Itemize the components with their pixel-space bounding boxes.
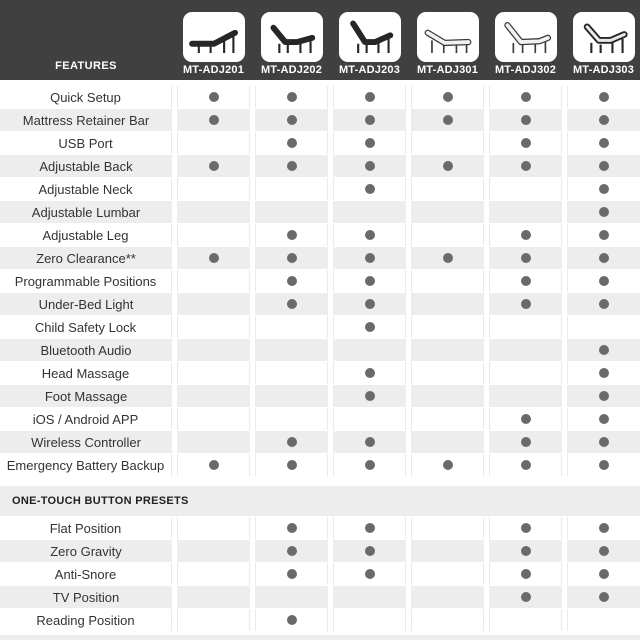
model-cell (333, 408, 406, 430)
model-cell (567, 132, 640, 154)
availability-dot (365, 437, 375, 447)
model-column-header-mt-adj203 (333, 12, 406, 80)
table-header (0, 0, 640, 80)
feature-row (0, 517, 640, 539)
availability-dot (365, 368, 375, 378)
model-cell (489, 540, 562, 562)
model-cell (255, 540, 328, 562)
feature-row (0, 270, 640, 292)
feature-name: Head Massage (0, 362, 172, 384)
availability-dot (287, 138, 297, 148)
model-cell (333, 385, 406, 407)
model-cell (177, 316, 250, 338)
availability-dot (599, 230, 609, 240)
availability-dot (521, 92, 531, 102)
availability-dot (209, 253, 219, 263)
model-cell (333, 109, 406, 131)
feature-name: Programmable Positions (0, 270, 172, 292)
model-cell (489, 563, 562, 585)
availability-dot (521, 161, 531, 171)
feature-name: Wireless Controller (0, 431, 172, 453)
feature-row (0, 316, 640, 338)
model-cell (333, 316, 406, 338)
availability-dot (521, 460, 531, 470)
availability-dot (521, 414, 531, 424)
model-name: MT-ADJ202 (260, 64, 323, 76)
availability-dot (365, 92, 375, 102)
feature-name: USB Port (0, 132, 172, 154)
model-cell (567, 109, 640, 131)
availability-dot (599, 299, 609, 309)
availability-dot (599, 414, 609, 424)
bed-dark-frame-light-mattress-icon (577, 16, 631, 58)
model-cell (567, 316, 640, 338)
availability-dot (599, 253, 609, 263)
feature-row (0, 201, 640, 223)
bed-dark-back-raised-icon (265, 16, 319, 58)
feature-row (0, 454, 640, 476)
availability-dot (287, 276, 297, 286)
model-cell (255, 408, 328, 430)
feature-rows-main (0, 86, 640, 476)
model-cell (411, 454, 484, 476)
feature-name: Adjustable Back (0, 155, 172, 177)
model-cell (177, 431, 250, 453)
feature-name: Child Safety Lock (0, 316, 172, 338)
model-cell (489, 339, 562, 361)
model-cell (411, 293, 484, 315)
feature-row (0, 540, 640, 562)
availability-dot (287, 115, 297, 125)
feature-row (0, 385, 640, 407)
model-card (495, 12, 557, 62)
feature-name: TV Position (0, 586, 172, 608)
availability-dot (209, 161, 219, 171)
model-cell (333, 609, 406, 631)
model-cell (333, 293, 406, 315)
availability-dot (599, 207, 609, 217)
model-column-header-mt-adj302 (489, 12, 562, 80)
feature-row (0, 224, 640, 246)
feature-name: Bluetooth Audio (0, 339, 172, 361)
model-cell (411, 132, 484, 154)
model-cell (567, 178, 640, 200)
availability-dot (599, 523, 609, 533)
model-cell (177, 517, 250, 539)
model-cell (489, 132, 562, 154)
model-cell (567, 201, 640, 223)
model-cell (411, 385, 484, 407)
feature-name: Zero Clearance** (0, 247, 172, 269)
model-cell (567, 408, 640, 430)
availability-dot (521, 230, 531, 240)
model-cell (489, 109, 562, 131)
model-cell (255, 339, 328, 361)
availability-dot (365, 253, 375, 263)
model-cell (411, 586, 484, 608)
model-cell (333, 431, 406, 453)
model-cell (489, 609, 562, 631)
availability-dot (521, 253, 531, 263)
feature-row (0, 431, 640, 453)
model-cell (177, 609, 250, 631)
feature-row (0, 155, 640, 177)
model-cell (255, 201, 328, 223)
availability-dot (443, 115, 453, 125)
feature-name: Under-Bed Light (0, 293, 172, 315)
model-cell (255, 609, 328, 631)
model-cell (411, 178, 484, 200)
model-cell (567, 247, 640, 269)
model-cell (177, 224, 250, 246)
feature-name: Adjustable Lumbar (0, 201, 172, 223)
model-cell (255, 155, 328, 177)
model-cell (255, 247, 328, 269)
feature-row (0, 178, 640, 200)
model-name: MT-ADJ303 (572, 64, 635, 76)
model-cell (333, 540, 406, 562)
model-cell (177, 362, 250, 384)
model-cell (177, 563, 250, 585)
model-cell (177, 178, 250, 200)
model-column-header-mt-adj202 (255, 12, 328, 80)
feature-row (0, 609, 640, 631)
model-cell (489, 201, 562, 223)
availability-dot (521, 592, 531, 602)
availability-dot (521, 523, 531, 533)
model-cell (411, 408, 484, 430)
model-cell (411, 86, 484, 108)
availability-dot (365, 322, 375, 332)
model-cell (255, 431, 328, 453)
model-cell (255, 316, 328, 338)
model-cell (567, 362, 640, 384)
feature-row (0, 586, 640, 608)
availability-dot (599, 460, 609, 470)
feature-name: Zero Gravity (0, 540, 172, 562)
model-cell (333, 201, 406, 223)
availability-dot (287, 437, 297, 447)
model-cell (489, 586, 562, 608)
bed-dark-back-foot-raised-icon (343, 16, 397, 58)
model-cell (177, 201, 250, 223)
model-cell (567, 586, 640, 608)
availability-dot (599, 345, 609, 355)
availability-dot (599, 184, 609, 194)
availability-dot (365, 276, 375, 286)
model-column-header-mt-adj301 (411, 12, 484, 80)
feature-row (0, 339, 640, 361)
model-cell (177, 155, 250, 177)
availability-dot (287, 546, 297, 556)
feature-name: Mattress Retainer Bar (0, 109, 172, 131)
feature-rows-presets (0, 517, 640, 631)
feature-row (0, 563, 640, 585)
model-cell (567, 609, 640, 631)
model-cell (489, 86, 562, 108)
availability-dot (443, 253, 453, 263)
model-cell (333, 586, 406, 608)
model-card (417, 12, 479, 62)
availability-dot (521, 299, 531, 309)
model-cell (333, 454, 406, 476)
availability-dot (599, 368, 609, 378)
model-cell (333, 563, 406, 585)
availability-dot (599, 569, 609, 579)
model-cell (255, 563, 328, 585)
availability-dot (599, 437, 609, 447)
model-cell (255, 178, 328, 200)
model-cell (489, 247, 562, 269)
model-cell (411, 540, 484, 562)
availability-dot (287, 161, 297, 171)
model-cell (177, 247, 250, 269)
model-column-header-mt-adj303 (567, 12, 640, 80)
availability-dot (287, 230, 297, 240)
model-cell (411, 155, 484, 177)
model-cell (489, 316, 562, 338)
model-cell (255, 586, 328, 608)
model-card (339, 12, 401, 62)
model-cell (567, 224, 640, 246)
model-cell (489, 155, 562, 177)
model-cell (177, 540, 250, 562)
model-cell (177, 339, 250, 361)
model-cell (567, 431, 640, 453)
feature-row (0, 86, 640, 108)
availability-dot (287, 615, 297, 625)
model-cell (411, 247, 484, 269)
availability-dot (521, 546, 531, 556)
feature-row (0, 293, 640, 315)
model-cell (333, 362, 406, 384)
model-cell (255, 270, 328, 292)
model-cell (489, 178, 562, 200)
model-cell (333, 155, 406, 177)
model-cell (567, 270, 640, 292)
availability-dot (209, 115, 219, 125)
feature-name: Emergency Battery Backup (0, 454, 172, 476)
model-cell (567, 86, 640, 108)
availability-dot (365, 184, 375, 194)
features-column-header: FEATURES (55, 60, 117, 72)
feature-name: Reading Position (0, 609, 172, 631)
model-cell (411, 517, 484, 539)
model-cell (333, 178, 406, 200)
model-cell (177, 86, 250, 108)
model-cell (177, 132, 250, 154)
model-cell (411, 339, 484, 361)
model-cell (567, 517, 640, 539)
feature-name: Flat Position (0, 517, 172, 539)
availability-dot (365, 546, 375, 556)
availability-dot (365, 115, 375, 125)
availability-dot (521, 569, 531, 579)
availability-dot (599, 92, 609, 102)
section-header-one-touch-presets: ONE-TOUCH BUTTON PRESETS (0, 486, 640, 516)
model-cell (177, 385, 250, 407)
availability-dot (443, 460, 453, 470)
model-cell (411, 563, 484, 585)
model-cell (333, 517, 406, 539)
bed-light-back-raised-icon (499, 16, 553, 58)
availability-dot (365, 523, 375, 533)
model-cell (489, 270, 562, 292)
availability-dot (521, 276, 531, 286)
model-cell (567, 155, 640, 177)
availability-dot (521, 138, 531, 148)
model-cell (255, 132, 328, 154)
availability-dot (287, 299, 297, 309)
model-cell (177, 109, 250, 131)
model-cell (177, 586, 250, 608)
availability-dot (287, 523, 297, 533)
model-cell (411, 316, 484, 338)
model-cell (255, 454, 328, 476)
model-cell (567, 454, 640, 476)
feature-row (0, 408, 640, 430)
model-cell (255, 293, 328, 315)
availability-dot (365, 161, 375, 171)
model-cell (567, 540, 640, 562)
availability-dot (287, 253, 297, 263)
feature-name: Adjustable Leg (0, 224, 172, 246)
model-cell (333, 270, 406, 292)
availability-dot (599, 161, 609, 171)
model-cell (489, 454, 562, 476)
model-cell (333, 224, 406, 246)
availability-dot (287, 569, 297, 579)
model-cell (567, 339, 640, 361)
availability-dot (287, 460, 297, 470)
model-name: MT-ADJ203 (338, 64, 401, 76)
availability-dot (599, 592, 609, 602)
feature-row (0, 109, 640, 131)
model-cell (411, 224, 484, 246)
model-cell (489, 517, 562, 539)
model-cell (255, 109, 328, 131)
model-cell (489, 385, 562, 407)
model-cell (411, 362, 484, 384)
model-cell (411, 431, 484, 453)
availability-dot (599, 115, 609, 125)
availability-dot (365, 460, 375, 470)
feature-name: Adjustable Neck (0, 178, 172, 200)
feature-name: Anti-Snore (0, 563, 172, 585)
model-name: MT-ADJ302 (494, 64, 557, 76)
model-name: MT-ADJ301 (416, 64, 479, 76)
model-cell (177, 408, 250, 430)
feature-name: Quick Setup (0, 86, 172, 108)
model-cell (567, 563, 640, 585)
model-cell (489, 408, 562, 430)
availability-dot (599, 391, 609, 401)
availability-dot (443, 161, 453, 171)
model-cell (567, 385, 640, 407)
availability-dot (599, 138, 609, 148)
feature-row (0, 247, 640, 269)
model-cell (411, 270, 484, 292)
model-cell (489, 431, 562, 453)
availability-dot (209, 460, 219, 470)
model-cell (255, 517, 328, 539)
model-cell (255, 362, 328, 384)
availability-dot (599, 546, 609, 556)
model-cell (177, 293, 250, 315)
model-column-header-mt-adj201 (177, 12, 250, 80)
availability-dot (287, 92, 297, 102)
model-cell (411, 109, 484, 131)
model-cell (489, 362, 562, 384)
availability-dot (599, 276, 609, 286)
bed-dark-head-incline-icon (187, 16, 241, 58)
availability-dot (365, 569, 375, 579)
model-cell (411, 609, 484, 631)
availability-dot (521, 437, 531, 447)
availability-dot (365, 138, 375, 148)
model-cell (333, 247, 406, 269)
model-card (573, 12, 635, 62)
model-cell (177, 270, 250, 292)
model-cell (333, 86, 406, 108)
model-name: MT-ADJ201 (182, 64, 245, 76)
model-cell (255, 224, 328, 246)
availability-dot (521, 115, 531, 125)
availability-dot (443, 92, 453, 102)
model-card (183, 12, 245, 62)
model-cell (255, 86, 328, 108)
availability-dot (365, 391, 375, 401)
model-cell (333, 132, 406, 154)
feature-row (0, 362, 640, 384)
model-cell (567, 293, 640, 315)
availability-dot (365, 230, 375, 240)
model-cell (489, 293, 562, 315)
availability-dot (365, 299, 375, 309)
model-cell (333, 339, 406, 361)
model-cell (489, 224, 562, 246)
feature-name: iOS / Android APP (0, 408, 172, 430)
model-cell (255, 385, 328, 407)
bed-light-head-incline-icon (421, 16, 475, 58)
bottom-stripe (0, 635, 640, 640)
model-cell (177, 454, 250, 476)
availability-dot (209, 92, 219, 102)
feature-row (0, 132, 640, 154)
feature-name: Foot Massage (0, 385, 172, 407)
model-card (261, 12, 323, 62)
model-cell (411, 201, 484, 223)
